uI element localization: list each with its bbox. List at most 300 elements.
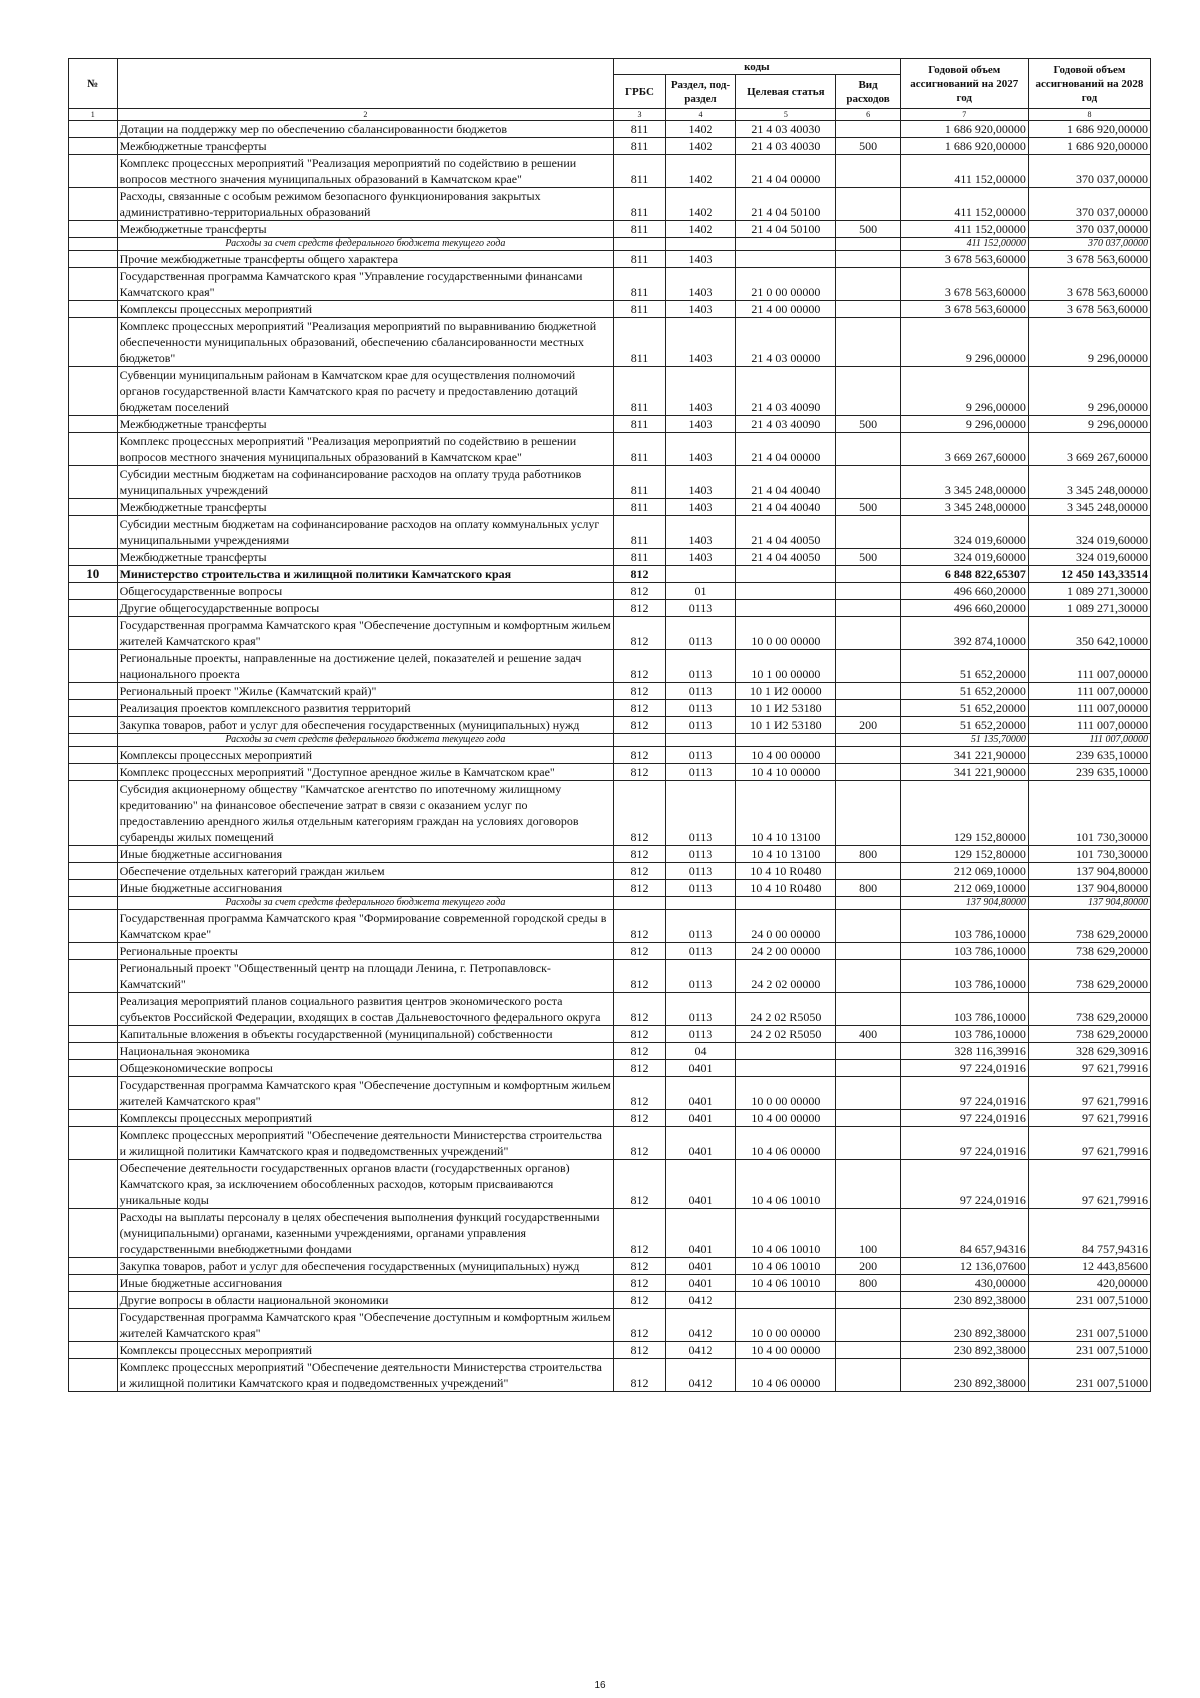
header-cst: Целевая статья (736, 75, 836, 109)
row-cst: 10 4 10 13100 (736, 846, 836, 863)
row-vid: 200 (836, 717, 900, 734)
row-amount-2027: 3 669 267,60000 (900, 433, 1028, 466)
row-vid: 500 (836, 549, 900, 566)
table-row (69, 516, 1151, 549)
row-name: Субсидии местным бюджетам на софинансирование расходов на оплату труда работников муниципальных учреждений (117, 466, 614, 499)
row-cst: 10 0 00 00000 (736, 1077, 836, 1110)
row-vid (836, 121, 900, 138)
row-cst: 21 4 04 40050 (736, 549, 836, 566)
row-amount-2028: 111 007,00000 (1028, 734, 1150, 747)
row-amount-2028: 3 345 248,00000 (1028, 499, 1150, 516)
row-name: Государственная программа Камчатского края "Управление государственными финансами Камчатского края" (117, 268, 614, 301)
table-row (69, 155, 1151, 188)
row-amount-2028: 137 904,80000 (1028, 897, 1150, 910)
row-amount-2028: 239 635,10000 (1028, 764, 1150, 781)
row-razdel: 0412 (665, 1309, 735, 1342)
row-razdel: 0113 (665, 700, 735, 717)
row-amount-2028: 97 621,79916 (1028, 1127, 1150, 1160)
row-name: Комплекс процессных мероприятий "Доступное арендное жилье в Камчатском крае" (117, 764, 614, 781)
row-grbs: 811 (614, 466, 666, 499)
row-amount-2027: 212 069,10000 (900, 863, 1028, 880)
row-name: Другие вопросы в области национальной экономики (117, 1292, 614, 1309)
row-amount-2028: 738 629,20000 (1028, 943, 1150, 960)
row-vid: 800 (836, 846, 900, 863)
row-cst: 10 4 10 R0480 (736, 863, 836, 880)
row-name: Региональные проекты, направленные на достижение целей, показателей и решение задач национального проекта (117, 650, 614, 683)
row-name: Комплекс процессных мероприятий "Реализация мероприятий по выравниванию бюджетной обеспеченности муниципальных образований, обеспечению сбалансированности местных бюджетов" (117, 318, 614, 367)
row-cst: 21 4 03 40030 (736, 121, 836, 138)
row-razdel: 1403 (665, 268, 735, 301)
row-grbs: 812 (614, 846, 666, 863)
row-name: Общеэкономические вопросы (117, 1060, 614, 1077)
row-vid (836, 268, 900, 301)
row-name: Закупка товаров, работ и услуг для обеспечения государственных (муниципальных) нужд (117, 717, 614, 734)
table-row (69, 747, 1151, 764)
row-amount-2027: 3 678 563,60000 (900, 301, 1028, 318)
row-name: Государственная программа Камчатского края "Обеспечение доступным и комфортным жильем жителей Камчатского края" (117, 1309, 614, 1342)
row-vid (836, 700, 900, 717)
row-amount-2027: 3 678 563,60000 (900, 251, 1028, 268)
row-razdel: 1402 (665, 155, 735, 188)
row-vid (836, 897, 900, 910)
row-grbs: 812 (614, 1359, 666, 1392)
row-index (69, 993, 118, 1026)
row-razdel: 0113 (665, 880, 735, 897)
row-razdel: 0113 (665, 781, 735, 846)
table-row (69, 781, 1151, 846)
row-grbs: 812 (614, 764, 666, 781)
table-row (69, 1043, 1151, 1060)
row-razdel: 0113 (665, 993, 735, 1026)
row-grbs: 812 (614, 683, 666, 700)
row-vid (836, 747, 900, 764)
row-razdel: 1403 (665, 516, 735, 549)
row-razdel: 01 (665, 583, 735, 600)
row-name: Реализация проектов комплексного развития территорий (117, 700, 614, 717)
row-grbs (614, 734, 666, 747)
row-grbs: 812 (614, 863, 666, 880)
row-grbs: 812 (614, 583, 666, 600)
row-cst: 10 4 06 10010 (736, 1275, 836, 1292)
row-amount-2028: 12 450 143,33514 (1028, 566, 1150, 583)
row-name: Министерство строительства и жилищной политики Камчатского края (117, 566, 614, 583)
row-cst: 10 4 10 13100 (736, 781, 836, 846)
row-name: Расходы за счет средств федерального бюджета текущего года (117, 734, 614, 747)
col-number: 6 (836, 109, 900, 121)
row-vid: 500 (836, 499, 900, 516)
row-vid (836, 650, 900, 683)
row-name: Реализация мероприятий планов социального развития центров экономического роста субъектов Российской Федерации, входящих в состав Дальневосточного федерального округа (117, 993, 614, 1026)
table-row (69, 466, 1151, 499)
row-vid (836, 863, 900, 880)
table-row (69, 583, 1151, 600)
row-index (69, 717, 118, 734)
table-row (69, 301, 1151, 318)
row-amount-2027: 103 786,10000 (900, 1026, 1028, 1043)
row-grbs: 811 (614, 188, 666, 221)
row-razdel: 1402 (665, 121, 735, 138)
row-razdel (665, 566, 735, 583)
row-index (69, 943, 118, 960)
row-amount-2027: 212 069,10000 (900, 880, 1028, 897)
row-index (69, 433, 118, 466)
row-cst (736, 1292, 836, 1309)
row-razdel: 0113 (665, 960, 735, 993)
row-amount-2027: 1 686 920,00000 (900, 138, 1028, 155)
row-index (69, 1292, 118, 1309)
row-cst (736, 566, 836, 583)
row-name: Межбюджетные трансферты (117, 416, 614, 433)
row-index (69, 846, 118, 863)
row-index (69, 683, 118, 700)
row-amount-2027: 3 345 248,00000 (900, 466, 1028, 499)
row-index (69, 960, 118, 993)
row-grbs: 812 (614, 1309, 666, 1342)
row-name: Государственная программа Камчатского края "Обеспечение доступным и комфортным жильем жителей Камчатского края" (117, 1077, 614, 1110)
table-row (69, 121, 1151, 138)
row-amount-2027: 230 892,38000 (900, 1309, 1028, 1342)
row-razdel (665, 734, 735, 747)
row-amount-2028: 350 642,10000 (1028, 617, 1150, 650)
row-vid (836, 617, 900, 650)
row-razdel: 1403 (665, 367, 735, 416)
row-grbs: 811 (614, 251, 666, 268)
row-amount-2028: 3 678 563,60000 (1028, 268, 1150, 301)
table-row (69, 318, 1151, 367)
row-vid (836, 960, 900, 993)
row-cst: 24 2 02 00000 (736, 960, 836, 993)
row-amount-2028: 1 686 920,00000 (1028, 121, 1150, 138)
row-grbs: 812 (614, 1043, 666, 1060)
row-grbs: 812 (614, 1026, 666, 1043)
row-razdel: 0113 (665, 747, 735, 764)
row-amount-2028: 3 678 563,60000 (1028, 251, 1150, 268)
row-index (69, 367, 118, 416)
row-index (69, 1258, 118, 1275)
row-vid (836, 466, 900, 499)
row-vid (836, 367, 900, 416)
row-razdel: 1402 (665, 221, 735, 238)
row-cst: 24 2 02 R5050 (736, 993, 836, 1026)
row-grbs: 812 (614, 566, 666, 583)
row-cst: 10 4 06 00000 (736, 1127, 836, 1160)
row-grbs: 811 (614, 367, 666, 416)
row-index (69, 764, 118, 781)
row-index (69, 617, 118, 650)
row-vid (836, 764, 900, 781)
row-cst (736, 1060, 836, 1077)
row-vid (836, 1077, 900, 1110)
row-amount-2028: 3 669 267,60000 (1028, 433, 1150, 466)
row-cst: 10 4 06 10010 (736, 1209, 836, 1258)
row-amount-2027: 496 660,20000 (900, 600, 1028, 617)
row-amount-2027: 97 224,01916 (900, 1077, 1028, 1110)
row-vid (836, 251, 900, 268)
row-amount-2027: 411 152,00000 (900, 155, 1028, 188)
row-amount-2027: 3 345 248,00000 (900, 499, 1028, 516)
row-razdel: 0113 (665, 943, 735, 960)
row-vid: 500 (836, 221, 900, 238)
table-row (69, 566, 1151, 583)
row-vid (836, 1359, 900, 1392)
row-name: Межбюджетные трансферты (117, 549, 614, 566)
column-number-row (69, 109, 1151, 121)
row-razdel: 0113 (665, 717, 735, 734)
row-vid (836, 1292, 900, 1309)
row-grbs: 812 (614, 1275, 666, 1292)
col-number: 2 (117, 109, 614, 121)
row-amount-2028: 1 089 271,30000 (1028, 600, 1150, 617)
row-cst (736, 897, 836, 910)
table-row (69, 717, 1151, 734)
row-cst: 10 1 00 00000 (736, 650, 836, 683)
table-row (69, 943, 1151, 960)
row-vid (836, 1043, 900, 1060)
row-cst (736, 251, 836, 268)
row-vid (836, 238, 900, 251)
row-grbs: 812 (614, 910, 666, 943)
row-vid: 800 (836, 880, 900, 897)
row-grbs: 812 (614, 880, 666, 897)
row-vid (836, 155, 900, 188)
header-grbs: ГРБС (614, 75, 666, 109)
row-cst: 21 4 04 40040 (736, 499, 836, 516)
row-name: Комплексы процессных мероприятий (117, 747, 614, 764)
row-index (69, 1110, 118, 1127)
row-name: Комплексы процессных мероприятий (117, 301, 614, 318)
row-amount-2027: 392 874,10000 (900, 617, 1028, 650)
table-row (69, 1077, 1151, 1110)
row-razdel: 0113 (665, 650, 735, 683)
row-name: Расходы за счет средств федерального бюджета текущего года (117, 238, 614, 251)
row-index (69, 747, 118, 764)
row-razdel: 0401 (665, 1275, 735, 1292)
row-vid (836, 188, 900, 221)
row-amount-2027: 9 296,00000 (900, 367, 1028, 416)
row-amount-2028: 3 678 563,60000 (1028, 301, 1150, 318)
row-amount-2028: 97 621,79916 (1028, 1077, 1150, 1110)
row-vid (836, 1160, 900, 1209)
row-amount-2028: 324 019,60000 (1028, 516, 1150, 549)
row-index (69, 863, 118, 880)
row-cst: 10 1 И2 53180 (736, 700, 836, 717)
row-amount-2028: 231 007,51000 (1028, 1359, 1150, 1392)
row-name: Другие общегосударственные вопросы (117, 600, 614, 617)
row-amount-2028: 370 037,00000 (1028, 221, 1150, 238)
row-vid (836, 943, 900, 960)
row-vid (836, 1127, 900, 1160)
page-number: 16 (594, 1680, 606, 1691)
table-row (69, 433, 1151, 466)
row-name: Иные бюджетные ассигнования (117, 880, 614, 897)
row-cst: 21 4 00 00000 (736, 301, 836, 318)
row-cst: 10 1 И2 53180 (736, 717, 836, 734)
row-index (69, 897, 118, 910)
row-razdel: 0401 (665, 1060, 735, 1077)
row-vid (836, 781, 900, 846)
col-number: 4 (665, 109, 735, 121)
table-row (69, 1060, 1151, 1077)
row-amount-2028: 738 629,20000 (1028, 910, 1150, 943)
row-grbs: 812 (614, 960, 666, 993)
table-row (69, 960, 1151, 993)
row-name: Прочие межбюджетные трансферты общего характера (117, 251, 614, 268)
row-razdel: 0412 (665, 1342, 735, 1359)
row-amount-2028: 111 007,00000 (1028, 650, 1150, 683)
row-amount-2028: 370 037,00000 (1028, 188, 1150, 221)
table-row (69, 764, 1151, 781)
row-grbs: 811 (614, 221, 666, 238)
row-grbs (614, 897, 666, 910)
table-row (69, 549, 1151, 566)
row-name: Капитальные вложения в объекты государственной (муниципальной) собственности (117, 1026, 614, 1043)
row-cst (736, 600, 836, 617)
row-grbs: 812 (614, 700, 666, 717)
row-amount-2028: 111 007,00000 (1028, 717, 1150, 734)
row-name: Обеспечение деятельности государственных органов власти (государственных органов) Камчатского края, за исключением обособленных расходов, которым присваиваются уникальные коды (117, 1160, 614, 1209)
row-cst (736, 734, 836, 747)
row-grbs: 812 (614, 1077, 666, 1110)
row-amount-2028: 231 007,51000 (1028, 1309, 1150, 1342)
row-name: Комплексы процессных мероприятий (117, 1110, 614, 1127)
row-name: Региональные проекты (117, 943, 614, 960)
row-grbs: 812 (614, 617, 666, 650)
row-cst (736, 583, 836, 600)
row-amount-2027: 12 136,07600 (900, 1258, 1028, 1275)
row-index (69, 600, 118, 617)
row-amount-2028: 370 037,00000 (1028, 155, 1150, 188)
row-razdel: 0412 (665, 1292, 735, 1309)
row-razdel: 1403 (665, 466, 735, 499)
table-row (69, 734, 1151, 747)
table-row (69, 1309, 1151, 1342)
row-cst: 10 0 00 00000 (736, 1309, 836, 1342)
row-amount-2027: 411 152,00000 (900, 238, 1028, 251)
row-amount-2027: 51 652,20000 (900, 683, 1028, 700)
row-amount-2028: 370 037,00000 (1028, 238, 1150, 251)
row-amount-2028: 137 904,80000 (1028, 863, 1150, 880)
row-index (69, 1275, 118, 1292)
row-name: Национальная экономика (117, 1043, 614, 1060)
col-number: 3 (614, 109, 666, 121)
row-cst: 21 4 04 00000 (736, 155, 836, 188)
row-index (69, 318, 118, 367)
row-amount-2028: 97 621,79916 (1028, 1060, 1150, 1077)
row-vid (836, 566, 900, 583)
row-name: Обеспечение отдельных категорий граждан жильем (117, 863, 614, 880)
row-razdel (665, 238, 735, 251)
row-cst: 10 4 10 00000 (736, 764, 836, 781)
row-cst: 10 1 И2 00000 (736, 683, 836, 700)
row-index (69, 549, 118, 566)
table-body (69, 121, 1151, 1392)
row-cst: 21 4 04 40050 (736, 516, 836, 549)
row-amount-2027: 51 652,20000 (900, 700, 1028, 717)
table-row (69, 600, 1151, 617)
row-razdel: 1403 (665, 416, 735, 433)
row-vid (836, 301, 900, 318)
row-amount-2027: 51 652,20000 (900, 650, 1028, 683)
header-name (117, 59, 614, 109)
row-index (69, 1359, 118, 1392)
row-razdel: 1403 (665, 301, 735, 318)
row-grbs: 811 (614, 138, 666, 155)
row-name: Комплекс процессных мероприятий "Обеспечение деятельности Министерства строительства и жилищной политики Камчатского края и подведомственных учреждений" (117, 1127, 614, 1160)
table-row (69, 1160, 1151, 1209)
row-name: Общегосударственные вопросы (117, 583, 614, 600)
row-index (69, 138, 118, 155)
row-name: Региональный проект "Жилье (Камчатский край)" (117, 683, 614, 700)
row-cst: 21 4 03 40030 (736, 138, 836, 155)
row-vid (836, 683, 900, 700)
row-vid (836, 910, 900, 943)
row-razdel: 1403 (665, 318, 735, 367)
row-grbs: 812 (614, 1342, 666, 1359)
row-name: Межбюджетные трансферты (117, 221, 614, 238)
row-vid (836, 993, 900, 1026)
table-row (69, 1342, 1151, 1359)
row-amount-2028: 111 007,00000 (1028, 700, 1150, 717)
row-razdel: 1402 (665, 188, 735, 221)
row-vid: 400 (836, 1026, 900, 1043)
row-grbs: 812 (614, 600, 666, 617)
row-vid (836, 433, 900, 466)
row-grbs: 812 (614, 717, 666, 734)
table-row (69, 683, 1151, 700)
row-grbs: 812 (614, 1160, 666, 1209)
row-index (69, 155, 118, 188)
header-2027: Годовой объем ассигнований на 2027 год (900, 59, 1028, 109)
row-razdel (665, 897, 735, 910)
row-index (69, 650, 118, 683)
row-amount-2027: 103 786,10000 (900, 943, 1028, 960)
row-cst (736, 238, 836, 251)
row-amount-2027: 6 848 822,65307 (900, 566, 1028, 583)
row-razdel: 04 (665, 1043, 735, 1060)
row-vid: 500 (836, 416, 900, 433)
row-grbs: 811 (614, 433, 666, 466)
row-cst: 24 2 02 R5050 (736, 1026, 836, 1043)
row-razdel: 0113 (665, 600, 735, 617)
col-number: 5 (736, 109, 836, 121)
row-amount-2027: 129 152,80000 (900, 846, 1028, 863)
row-amount-2028: 9 296,00000 (1028, 416, 1150, 433)
row-index (69, 188, 118, 221)
row-index (69, 1026, 118, 1043)
table-row (69, 897, 1151, 910)
row-amount-2028: 328 629,30916 (1028, 1043, 1150, 1060)
row-index (69, 516, 118, 549)
table-row (69, 846, 1151, 863)
row-index (69, 734, 118, 747)
row-index (69, 1342, 118, 1359)
row-amount-2027: 103 786,10000 (900, 910, 1028, 943)
row-grbs: 811 (614, 499, 666, 516)
row-amount-2027: 97 224,01916 (900, 1060, 1028, 1077)
row-name: Комплекс процессных мероприятий "Реализация мероприятий по содействию в решении вопросов местного значения муниципальных образований в Камчатском крае" (117, 433, 614, 466)
row-amount-2028: 101 730,30000 (1028, 846, 1150, 863)
row-index (69, 1127, 118, 1160)
row-grbs: 812 (614, 1209, 666, 1258)
row-vid (836, 600, 900, 617)
header-2028: Годовой объем ассигнований на 2028 год (1028, 59, 1150, 109)
row-amount-2028: 231 007,51000 (1028, 1342, 1150, 1359)
row-amount-2027: 341 221,90000 (900, 764, 1028, 781)
row-name: Межбюджетные трансферты (117, 138, 614, 155)
row-cst: 24 2 00 00000 (736, 943, 836, 960)
col-number: 8 (1028, 109, 1150, 121)
row-amount-2027: 129 152,80000 (900, 781, 1028, 846)
